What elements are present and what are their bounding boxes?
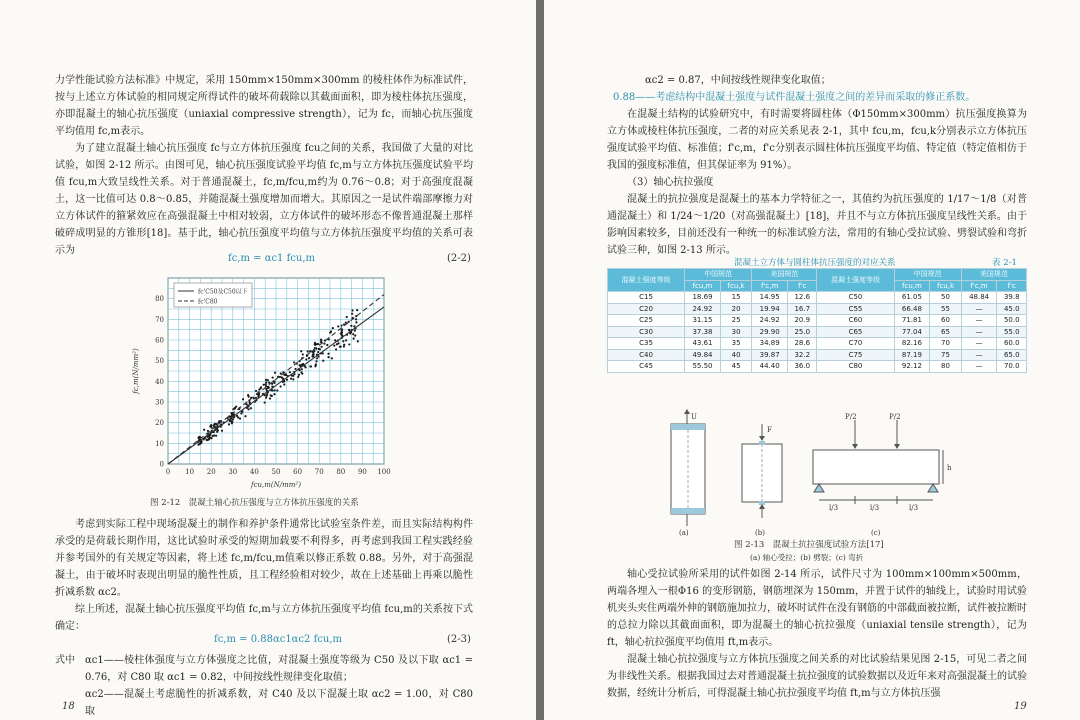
- left-paragraph-4: 综上所述，混凝土轴心抗压强度平均值 fc,m与立方体抗压强度平均值 fcu,m的关系按下式确定：: [55, 604, 473, 632]
- table-subheader-cell: fcu,m: [685, 280, 721, 292]
- table-title: 混凝土立方体与圆柱体抗压强度的对应关系: [734, 258, 896, 268]
- scatter-point: [237, 416, 239, 418]
- table-cell: C65: [817, 326, 894, 338]
- scatter-point: [312, 352, 314, 354]
- right-paragraph-1: 在混凝土结构的试验研究中，有时需要将圆柱体（Φ150mm×300mm）抗压强度换算为立方体或棱柱体抗压强度，二者的对应关系见表 2-1，其中 fcu,m，fcu,k分别表示立方体抗压强度试验平均值、标准值；f'c,m，f'c分别表示圆柱体抗压强度平均值、特定值（特定值相仿于我国的强度标准值，但其保证率为 91%）。: [607, 109, 1027, 171]
- right-line-correction: 0.88——考虑结构中混凝土强度与试件混凝土强度之间的差异而采取的修正系数。: [613, 92, 976, 103]
- table-cell: —: [961, 326, 997, 338]
- scatter-point: [343, 345, 345, 347]
- table-cell: 60: [930, 315, 961, 327]
- scatter-point: [264, 401, 266, 403]
- y-tick-label: 30: [155, 398, 164, 407]
- scatter-point: [334, 339, 336, 341]
- figure-2-13-subcaption: (a) 轴心受拉；(b) 劈裂；(c) 弯折: [750, 553, 864, 562]
- table-cell: 35: [720, 338, 751, 350]
- table-cell: 40: [720, 349, 751, 361]
- table-subheader-cell: f'c: [788, 280, 817, 292]
- scatter-point: [341, 324, 343, 326]
- table-head-china-right: 中国规范: [894, 269, 961, 281]
- x-tick-label: 0: [165, 468, 171, 476]
- table-cell: 45.0: [997, 303, 1027, 315]
- scatter-point: [320, 340, 322, 342]
- scatter-point: [301, 373, 303, 375]
- axial-tension-diagram: [671, 409, 705, 536]
- table-cell: 82.16: [894, 338, 930, 350]
- scatter-point: [283, 383, 285, 385]
- right-line-alpha-c2: αc2 = 0.87，中间按线性规律变化取值；: [645, 75, 831, 86]
- label-c: (c): [871, 529, 881, 536]
- scatter-point: [255, 390, 257, 392]
- x-tick-label: 80: [336, 468, 346, 476]
- scatter-point: [326, 344, 328, 346]
- scatter-point: [231, 422, 233, 424]
- strength-table: [607, 268, 1027, 373]
- scatter-point: [292, 378, 294, 380]
- x-tick-label: 100: [377, 468, 391, 476]
- table-cell: 34.89: [752, 338, 788, 350]
- equation-number-2-2: (2-2): [447, 253, 471, 264]
- x-tick-label: 30: [228, 468, 238, 476]
- scatter-point: [327, 356, 329, 358]
- scatter-point: [315, 364, 317, 366]
- label-l3-3: l/3: [909, 504, 919, 512]
- table-cell: C35: [608, 338, 685, 350]
- y-tick-label: 80: [155, 295, 164, 304]
- table-cell: C40: [608, 349, 685, 361]
- table-cell: 55: [930, 303, 961, 315]
- table-cell: 49.84: [685, 349, 721, 361]
- left-page-number: 18: [62, 701, 75, 712]
- label-p2-right: P/2: [889, 413, 901, 421]
- table-head-grade-left: 混凝土强度等级: [608, 269, 685, 292]
- table-subheader-cell: f'c: [997, 280, 1027, 292]
- scatter-point: [221, 430, 223, 432]
- scatter-point: [300, 350, 302, 352]
- table-cell: 25: [720, 315, 751, 327]
- scatter-point: [357, 340, 359, 342]
- y-tick-label: 40: [155, 377, 164, 386]
- figure-2-13-caption: 图 2-13 混凝土抗拉强度试验方法[17]: [734, 540, 884, 550]
- scatter-point: [297, 376, 299, 378]
- table-subheader-cell: fcu,k: [930, 280, 961, 292]
- where-definitions: [85, 652, 473, 720]
- table-subheader-cell: fcu,k: [720, 280, 751, 292]
- x-tick-label: 10: [185, 468, 195, 476]
- table-cell: C25: [608, 315, 685, 327]
- right-paragraph-4: 混凝土轴心抗拉强度与立方体抗压强度之间关系的对比试验结果见图 2-15，可见二者之间为非线性关系。根据我国过去对普通混凝土抗拉强度的试验数据以及近年来对高强混凝土的试验数据，经统计分析后，可得混凝土轴心抗拉强度平均值 ft,m与立方体抗压强: [607, 654, 1027, 699]
- x-tick-label: 40: [249, 468, 259, 476]
- table-cell: 25.0: [788, 326, 817, 338]
- scatter-point: [215, 435, 217, 437]
- x-tick-label: 60: [293, 468, 303, 476]
- scatter-point: [330, 330, 332, 332]
- table-row: [608, 326, 1027, 338]
- scatter-point: [301, 368, 303, 370]
- right-heading-3: （3）轴心抗拉强度: [627, 177, 714, 188]
- scatter-point: [340, 332, 342, 334]
- scatter-point: [340, 345, 342, 347]
- scatter-point: [273, 381, 275, 383]
- scatter-point: [353, 337, 355, 339]
- table-head-china-left: 中国规范: [685, 269, 752, 281]
- table-cell: 61.05: [894, 292, 930, 304]
- equation-2-2: fc,m = αc1 fcu,m: [228, 253, 315, 264]
- table-cell: 50.0: [997, 315, 1027, 327]
- right-page: [544, 0, 1080, 720]
- scatter-point: [273, 389, 275, 391]
- scatter-point: [213, 434, 215, 436]
- where-alpha-c2: αc2——混凝土考虑脆性的折减系数，对 C40 及以下混凝土取 αc2 = 1.00，对 C80 取: [85, 689, 473, 717]
- scatter-point: [348, 343, 350, 345]
- table-cell: 75: [930, 349, 961, 361]
- table-subheader-cell: fcu,m: [894, 280, 930, 292]
- table-cell: C50: [817, 292, 894, 304]
- table-cell: 20.9: [788, 315, 817, 327]
- table-cell: 12.6: [788, 292, 817, 304]
- table-cell: 16.7: [788, 303, 817, 315]
- table-cell: 18.69: [685, 292, 721, 304]
- label-b: (b): [755, 529, 765, 536]
- scatter-point: [298, 374, 300, 376]
- scatter-point: [211, 426, 213, 428]
- left-paragraph-2: 为了建立混凝土轴心抗压强度 fc与立方体抗压强度 fcu之间的关系，我国做了大量的对比试验，如图 2-12 所示。由图可见，轴心抗压强度试验平均值 fc,m与立方体抗压强度试验平均值 fcu,m大致呈线性关系。对于普通混凝土，fc,m/fcu,m约为 0.76～0.8；对于高强度混凝土，这一比值可达 0.8～0.85，并随混凝土强度增加而增大。其原因之一是试件端部摩擦力对立方体试件的箍紧效应在高强混凝土中相对较弱，立方体试件的破坏形态不像普通混凝土那样破碎成明显的方锥形[18]。基于此，轴心抗压强度平均值与立方体抗压强度平均值的关系可表示为: [55, 143, 473, 256]
- left-paragraph-1: 力学性能试验方法标准》中规定，采用 150mm×150mm×300mm 的棱柱体作为标准试件，按与上述立方体试验的相同规定所得试件的破坏荷载除以其截面面积，即为棱柱体抗压强度，亦即混凝土的轴心抗压强度（uniaxial compressive strength），记为 fc，而轴心抗压强度平均值用 fc,m表示。: [55, 75, 473, 137]
- scatter-point: [210, 424, 212, 426]
- table-cell: —: [961, 349, 997, 361]
- scatter-point: [232, 418, 234, 420]
- left-text-block-2: [55, 516, 473, 635]
- scatter-point: [294, 368, 296, 370]
- scatter-point: [305, 358, 307, 360]
- equation-number-2-3: (2-3): [447, 634, 471, 645]
- table-row: [608, 338, 1027, 350]
- table-cell: 39.87: [752, 349, 788, 361]
- scatter-point: [228, 423, 230, 425]
- scatter-point: [356, 309, 358, 311]
- scatter-point: [316, 357, 318, 359]
- left-page: [0, 0, 536, 720]
- figure-2-13: [607, 408, 1027, 536]
- scatter-point: [355, 321, 357, 323]
- left-text-block-1: [55, 72, 473, 259]
- scatter-point: [198, 436, 200, 438]
- scatter-point: [321, 346, 323, 348]
- table-subheader-cell: f'c,m: [752, 280, 788, 292]
- scatter-point: [309, 350, 311, 352]
- table-row: [608, 349, 1027, 361]
- table-cell: 87.19: [894, 349, 930, 361]
- y-tick-label: 70: [155, 315, 164, 324]
- scatter-point: [293, 361, 295, 363]
- table-row: [608, 361, 1027, 373]
- table-cell: 31.15: [685, 315, 721, 327]
- y-tick-label: 0: [159, 460, 164, 469]
- scatter-point: [337, 325, 339, 327]
- label-l3-2: l/3: [870, 504, 880, 512]
- table-row: [608, 303, 1027, 315]
- label-l3-1: l/3: [829, 504, 839, 512]
- y-tick-label: 60: [155, 336, 164, 345]
- scatter-point: [234, 407, 236, 409]
- label-a: (a): [679, 529, 689, 536]
- table-head-us-left: 美国规范: [752, 269, 817, 281]
- table-cell: 80: [930, 361, 961, 373]
- table-body: [608, 292, 1027, 373]
- table-cell: 15: [720, 292, 751, 304]
- scatter-point: [200, 441, 202, 443]
- scatter-point: [323, 343, 325, 345]
- scatter-point: [286, 379, 288, 381]
- label-h: h: [947, 464, 952, 472]
- scatter-point: [206, 439, 208, 441]
- scatter-point: [276, 389, 278, 391]
- right-paragraph-2: 混凝土的抗拉强度是混凝土的基本力学特征之一，其值约为抗压强度的 1/17～1/8（对普通混凝土）和 1/24～1/20（对高强混凝土）[18]，并且不与立方体抗压强度呈线性关系。由于影响因素较多，目前还没有一种统一的标准试验方法，常用的有轴心受拉试验、劈裂试验和弯折试验三种，如图 2-13 所示。: [607, 194, 1027, 256]
- table-cell: 65.0: [997, 349, 1027, 361]
- scatter-point: [239, 417, 241, 419]
- scatter-point: [355, 318, 357, 320]
- y-tick-label: 20: [155, 419, 164, 428]
- table-cell: —: [961, 338, 997, 350]
- right-page-number: 19: [1014, 701, 1027, 712]
- table-cell: 71.81: [894, 315, 930, 327]
- table-cell: 19.94: [752, 303, 788, 315]
- table-head-us-right: 美国规范: [961, 269, 1026, 281]
- table-cell: —: [961, 361, 997, 373]
- table-cell: C75: [817, 349, 894, 361]
- figure-2-12-caption: 图 2-12 混凝土轴心抗压强度与立方体抗压强度的关系: [150, 498, 359, 508]
- scatter-point: [279, 385, 281, 387]
- scatter-point: [298, 360, 300, 362]
- table-cell: 55.0: [997, 326, 1027, 338]
- equation-2-3: fc,m = 0.88αc1αc2 fcu,m: [214, 634, 342, 645]
- table-row: [608, 292, 1027, 304]
- table-cell: 24.92: [752, 315, 788, 327]
- table-cell: 28.6: [788, 338, 817, 350]
- table-cell: 66.48: [894, 303, 930, 315]
- table-cell: 29.90: [752, 326, 788, 338]
- table-cell: 77.04: [894, 326, 930, 338]
- scatter-point: [317, 343, 319, 345]
- scatter-point: [309, 365, 311, 367]
- label-p2-left: P/2: [845, 413, 857, 421]
- scatter-point: [263, 384, 265, 386]
- scatter-point: [353, 325, 355, 327]
- scatter-point: [315, 360, 317, 362]
- scatter-point: [274, 372, 276, 374]
- right-paragraph-3: 轴心受拉试验所采用的试件如图 2-14 所示，试件尺寸为 100mm×100mm×500mm，两端各埋入一根Φ16 的变形钢筋，钢筋埋深为 150mm，并置于试件的轴线上，试验时用试验机夹头夹住两端外伸的钢筋施加拉力，破坏时试件在没有钢筋的中部截面被拉断，试件被拉断时的总拉力除以其截面面积，即为混凝土的轴心抗拉强度（uniaxial tensile strength），记为 ft，轴心抗拉强度平均值用 ft,m表示。: [607, 569, 1027, 648]
- scatter-point: [292, 375, 294, 377]
- table-cell: 45: [720, 361, 751, 373]
- scatter-point: [250, 407, 252, 409]
- table-cell: 36.0: [788, 361, 817, 373]
- label-F: F: [767, 426, 772, 434]
- scatter-point: [354, 334, 356, 336]
- table-head-grade-right: 混凝土强度等级: [817, 269, 894, 292]
- table-cell: 43.61: [685, 338, 721, 350]
- scatter-point: [265, 397, 267, 399]
- scatter-point: [279, 376, 281, 378]
- scatter-point: [267, 379, 269, 381]
- scatter-point: [317, 351, 319, 353]
- scatter-point: [203, 429, 205, 431]
- scatter-point: [260, 386, 262, 388]
- scatter-point: [352, 333, 354, 335]
- scatter-point: [273, 393, 275, 395]
- table-cell: C55: [817, 303, 894, 315]
- table-cell: —: [961, 303, 997, 315]
- table-cell: C15: [608, 292, 685, 304]
- label-U: U: [691, 413, 697, 421]
- scatter-point: [335, 348, 337, 350]
- table-cell: 44.40: [752, 361, 788, 373]
- scatter-point: [228, 415, 230, 417]
- scatter-point: [299, 364, 301, 366]
- scatter-point: [351, 309, 353, 311]
- table-cell: 60.0: [997, 338, 1027, 350]
- table-cell: C70: [817, 338, 894, 350]
- scatter-point: [285, 374, 287, 376]
- scatter-point: [331, 357, 333, 359]
- scatter-point: [314, 342, 316, 344]
- table-cell: C80: [817, 361, 894, 373]
- scatter-point: [322, 360, 324, 362]
- scatter-point: [341, 330, 343, 332]
- scatter-point: [318, 348, 320, 350]
- right-text-block-1: [607, 72, 1027, 259]
- scatter-point: [302, 353, 304, 355]
- x-axis-label: fcu,m(N/mm²): [251, 481, 301, 489]
- legend-label: fc'C50及C50以下: [198, 288, 248, 296]
- scatter-point: [270, 394, 272, 396]
- scatter-point: [307, 350, 309, 352]
- table-cell: 24.92: [685, 303, 721, 315]
- scatter-point: [215, 423, 217, 425]
- scatter-point: [343, 344, 345, 346]
- scatter-chart: [120, 270, 420, 495]
- table-cell: —: [961, 315, 997, 327]
- scatter-point: [346, 316, 348, 318]
- table-cell: C20: [608, 303, 685, 315]
- scatter-point: [244, 415, 246, 417]
- bending-diagram: [813, 413, 952, 536]
- scatter-point: [242, 398, 244, 400]
- table-cell: 50: [930, 292, 961, 304]
- table-cell: 48.84: [961, 292, 997, 304]
- where-label: 式中: [55, 655, 75, 666]
- table-cell: C45: [608, 361, 685, 373]
- scatter-point: [289, 371, 291, 373]
- table-cell: 30: [720, 326, 751, 338]
- table-cell: 65: [930, 326, 961, 338]
- scatter-point: [265, 379, 267, 381]
- scatter-point: [265, 382, 267, 384]
- splitting-diagram: [742, 424, 782, 536]
- scatter-point: [333, 345, 335, 347]
- table-number: 表 2-1: [992, 258, 1017, 268]
- scatter-point: [266, 393, 268, 395]
- legend-label: fc'C80: [198, 298, 218, 306]
- scatter-point: [230, 420, 232, 422]
- table-row: [608, 315, 1027, 327]
- table-cell: 37.38: [685, 326, 721, 338]
- x-tick-label: 90: [357, 468, 367, 476]
- table-subheader-cell: f'c,m: [961, 280, 997, 292]
- scatter-point: [342, 340, 344, 342]
- table-cell: 92.12: [894, 361, 930, 373]
- x-tick-label: 50: [271, 468, 281, 476]
- table-cell: 70: [930, 338, 961, 350]
- y-tick-label: 10: [155, 439, 164, 448]
- left-paragraph-3: 考虑到实际工程中现场混凝土的制作和养护条件通常比试验室条件差，而且实际结构构件承受的是荷载长期作用，这比试验时承受的短期加载要不利得多，再考虑到我国工程实践经验并参考国外的有关规定等因素，将上述 fc,m/fcu,m值乘以修正系数 0.88。另外，对于高强混凝土，由于破坏时表现出明显的脆性性质，且工程经验相对较少，故在上述基础上再乘以脆性折减系数 αc2。: [55, 519, 473, 598]
- y-axis-label: fc,m(N/mm²): [132, 348, 140, 394]
- scatter-point: [308, 357, 310, 359]
- book-gutter: [536, 0, 544, 720]
- scatter-point: [255, 397, 257, 399]
- table-cell: C30: [608, 326, 685, 338]
- scatter-point: [248, 395, 250, 397]
- scatter-point: [268, 387, 270, 389]
- table-cell: 70.0: [997, 361, 1027, 373]
- y-tick-label: 50: [155, 357, 164, 366]
- scatter-point: [304, 366, 306, 368]
- scatter-point: [336, 343, 338, 345]
- scatter-point: [327, 353, 329, 355]
- table-cell: 32.2: [788, 349, 817, 361]
- scatter-point: [345, 339, 347, 341]
- scatter-point: [210, 437, 212, 439]
- scatter-point: [290, 378, 292, 380]
- table-cell: 55.50: [685, 361, 721, 373]
- right-text-block-2: [607, 566, 1027, 702]
- scatter-point: [269, 397, 271, 399]
- x-tick-label: 20: [206, 468, 216, 476]
- table-cell: 20: [720, 303, 751, 315]
- scatter-point: [350, 325, 352, 327]
- scatter-point: [271, 389, 273, 391]
- scatter-point: [332, 327, 334, 329]
- x-tick-label: 70: [314, 468, 324, 476]
- table-cell: C60: [817, 315, 894, 327]
- scatter-point: [354, 330, 356, 332]
- scatter-point: [351, 313, 353, 315]
- table-cell: 39.8: [997, 292, 1027, 304]
- where-alpha-c1: αc1——棱柱体强度与立方体强度之比值，对混凝土强度等级为 C50 及以下取 αc1 = 0.76，对 C80 取 αc1 = 0.82，中间按线性规律变化取值；: [85, 655, 473, 683]
- scatter-point: [248, 408, 250, 410]
- table-cell: 14.95: [752, 292, 788, 304]
- scatter-point: [272, 376, 274, 378]
